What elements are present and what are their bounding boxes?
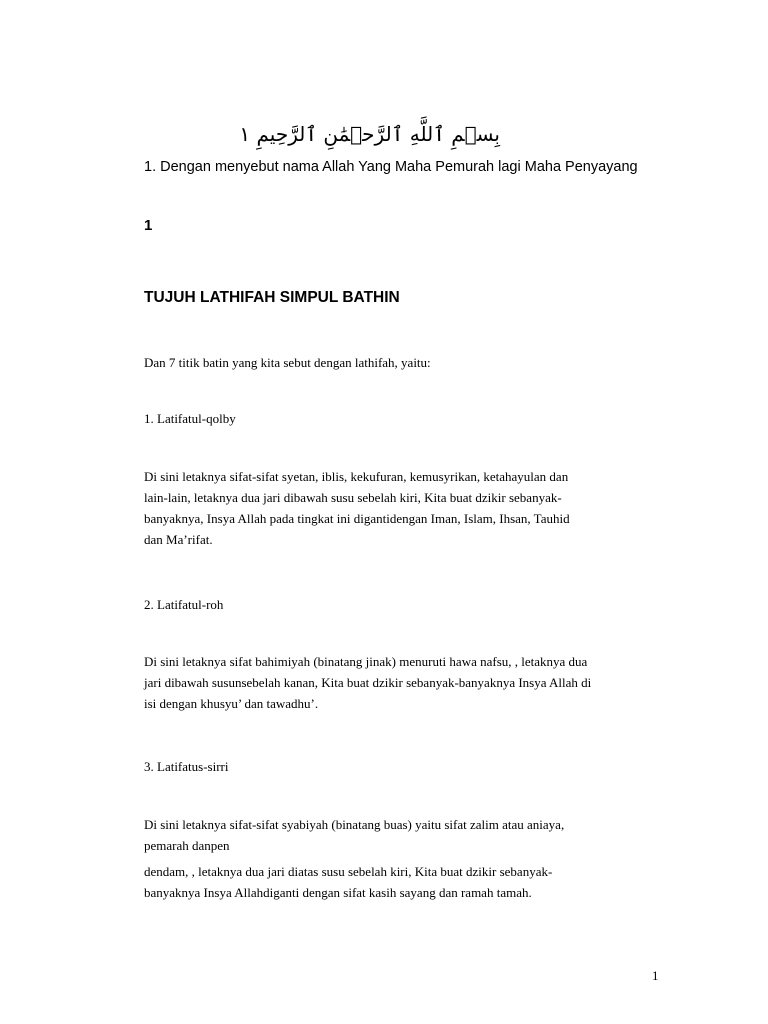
paragraph-line: banyaknya Insya Allahdiganti dengan sifat kasih sayang dan ramah tamah. xyxy=(144,885,532,900)
paragraph-line: Di sini letaknya sifat bahimiyah (binatang jinak) menuruti hawa nafsu, , letaknya dua xyxy=(144,654,588,669)
paragraph-line: dan Ma’rifat. xyxy=(144,532,213,547)
intro-text: Dan 7 titik batin yang kita sebut dengan lathifah, yaitu: xyxy=(144,355,431,370)
chapter-title: TUJUH LATHIFAH SIMPUL BATHIN xyxy=(144,289,400,306)
paragraph-line: dendam, , letaknya dua jari diatas susu sebelah kiri, Kita buat dzikir sebanyak- xyxy=(144,864,553,879)
paragraph-line: Di sini letaknya sifat-sifat syabiyah (binatang buas) yaitu sifat zalim atau aniaya, xyxy=(144,817,565,832)
section-heading-roh: 2. Latifatul-roh xyxy=(144,597,224,612)
section-heading-qolby: 1. Latifatul-qolby xyxy=(144,411,236,426)
section-body-sirri xyxy=(144,814,664,903)
paragraph-line: jari dibawah susunsebelah kanan, Kita buat dzikir sebanyak-banyaknya Insya Allah di xyxy=(144,675,592,690)
arabic-basmala: بِسۡمِ ٱللَّهِ ٱلرَّحۡمَٰنِ ٱلرَّحِيمِ ١ xyxy=(239,122,500,146)
paragraph-line: lain-lain, letaknya dua jari dibawah susu sebelah kiri, Kita buat dzikir sebanyak- xyxy=(144,490,562,505)
page-number: 1 xyxy=(652,968,659,983)
section-heading-sirri: 3. Latifatus-sirri xyxy=(144,759,229,774)
paragraph-line: Di sini letaknya sifat-sifat syetan, iblis, kekufuran, kemusyrikan, ketahayulan dan xyxy=(144,469,569,484)
section-body-roh xyxy=(144,651,664,714)
chapter-number: 1 xyxy=(144,217,153,234)
paragraph-line: pemarah danpen xyxy=(144,838,230,853)
paragraph-line: isi dengan khusyu’ dan tawadhu’. xyxy=(144,696,319,711)
basmala-translation: 1. Dengan menyebut nama Allah Yang Maha Pemurah lagi Maha Penyayang xyxy=(144,159,638,175)
paragraph-line: banyaknya, Insya Allah pada tingkat ini digantidengan Iman, Islam, Ihsan, Tauhid xyxy=(144,511,570,526)
section-body-qolby xyxy=(144,466,664,550)
